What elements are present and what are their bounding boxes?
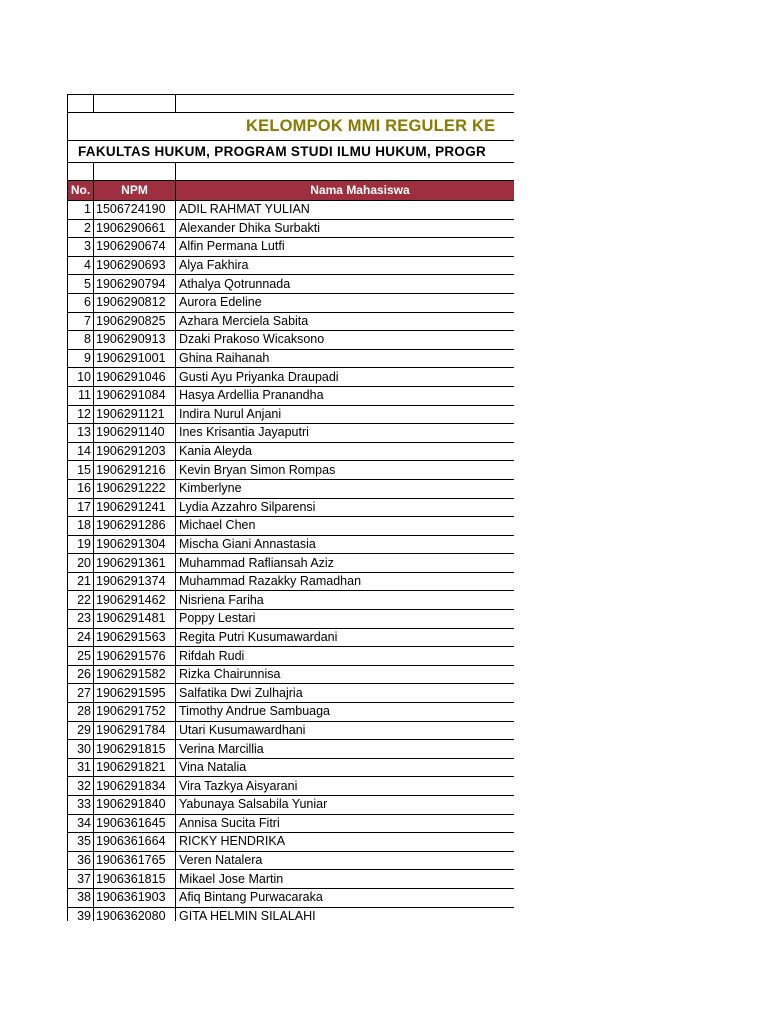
npm-cell: 1906291121 [94,405,176,424]
npm-cell: 1906291216 [94,461,176,480]
table-row [68,758,515,777]
row-number-cell: 29 [68,721,94,740]
row-number-cell: 36 [68,851,94,870]
npm-cell: 1906291840 [94,796,176,815]
table-row [68,219,515,238]
student-name-cell: Kevin Bryan Simon Rompas [176,461,515,480]
empty-cell [94,95,176,113]
npm-cell: 1906291784 [94,721,176,740]
student-group-table [67,94,514,921]
table-row [68,740,515,759]
student-name-cell: Utari Kusumawardhani [176,721,515,740]
table-body [68,95,515,922]
npm-cell: 1906291203 [94,442,176,461]
row-number-cell: 35 [68,833,94,852]
table-row [68,256,515,275]
student-name-cell: Nisriena Fariha [176,591,515,610]
table-row [68,628,515,647]
table-row [68,647,515,666]
row-number-cell: 5 [68,275,94,294]
npm-cell: 1906291576 [94,647,176,666]
student-name-cell: Rifdah Rudi [176,647,515,666]
row-number-cell: 30 [68,740,94,759]
student-name-cell: Kania Aleyda [176,442,515,461]
student-name-cell: GITA HELMIN SILALAHI [176,907,515,921]
header-no: No. [68,181,94,201]
table-row [68,888,515,907]
npm-cell: 1906291821 [94,758,176,777]
npm-cell: 1906291563 [94,628,176,647]
student-name-cell: Lydia Azzahro Silparensi [176,498,515,517]
row-number-cell: 8 [68,331,94,350]
table-row [68,201,515,220]
row-number-cell: 7 [68,312,94,331]
empty-cell [68,163,94,181]
table-row [68,535,515,554]
npm-cell: 1906361903 [94,888,176,907]
table-row [68,275,515,294]
table-row [68,312,515,331]
table-row [68,331,515,350]
header-row [68,181,515,201]
student-name-cell: Rizka Chairunnisa [176,665,515,684]
empty-cell [94,163,176,181]
student-name-cell: Poppy Lestari [176,610,515,629]
table-row [68,349,515,368]
row-number-cell: 33 [68,796,94,815]
row-number-cell: 11 [68,386,94,405]
npm-cell: 1906290913 [94,331,176,350]
student-name-cell: Ines Krisantia Jayaputri [176,424,515,443]
table-row [68,665,515,684]
npm-cell: 1906291481 [94,610,176,629]
student-name-cell: Annisa Sucita Fitri [176,814,515,833]
table-row [68,424,515,443]
student-name-cell: Afiq Bintang Purwacaraka [176,888,515,907]
table-row [68,442,515,461]
row-number-cell: 1 [68,201,94,220]
npm-cell: 1906291001 [94,349,176,368]
row-number-cell: 19 [68,535,94,554]
student-name-cell: Alya Fakhira [176,256,515,275]
student-name-cell: Ghina Raihanah [176,349,515,368]
row-number-cell: 24 [68,628,94,647]
npm-cell: 1906291462 [94,591,176,610]
header-nama: Nama Mahasiswa [176,181,515,201]
npm-cell: 1906290693 [94,256,176,275]
sheet-title: KELOMPOK MMI REGULER KE [68,113,515,141]
npm-cell: 1906361645 [94,814,176,833]
npm-cell: 1906290794 [94,275,176,294]
table-row [68,777,515,796]
table-row [68,517,515,536]
table-row [68,814,515,833]
table-row [68,591,515,610]
spreadsheet-page [67,94,514,921]
table-row [68,461,515,480]
npm-cell: 1906291595 [94,684,176,703]
table-row [68,479,515,498]
table-row [68,238,515,257]
row-number-cell: 16 [68,479,94,498]
npm-cell: 1906290825 [94,312,176,331]
table-row [68,703,515,722]
table-row [68,386,515,405]
row-number-cell: 9 [68,349,94,368]
table-row [68,554,515,573]
student-name-cell: Aurora Edeline [176,293,515,312]
table-row [68,721,515,740]
row-number-cell: 10 [68,368,94,387]
student-name-cell: Azhara Merciela Sabita [176,312,515,331]
empty-cell [176,95,515,113]
npm-cell: 1906291582 [94,665,176,684]
npm-cell: 1906291815 [94,740,176,759]
student-name-cell: Muhammad Razakky Ramadhan [176,572,515,591]
student-name-cell: Muhammad Rafliansah Aziz [176,554,515,573]
row-number-cell: 4 [68,256,94,275]
row-number-cell: 25 [68,647,94,666]
npm-cell: 1906361664 [94,833,176,852]
npm-cell: 1906290674 [94,238,176,257]
table-row [68,498,515,517]
npm-cell: 1906291286 [94,517,176,536]
row-number-cell: 37 [68,870,94,889]
student-name-cell: Alfin Permana Lutfi [176,238,515,257]
row-number-cell: 26 [68,665,94,684]
npm-cell: 1906291241 [94,498,176,517]
table-row [68,851,515,870]
npm-cell: 1906361765 [94,851,176,870]
npm-cell: 1906361815 [94,870,176,889]
empty-cell [68,95,94,113]
subtitle-row [68,141,515,163]
student-name-cell: Yabunaya Salsabila Yuniar [176,796,515,815]
npm-cell: 1906290812 [94,293,176,312]
npm-cell: 1906291222 [94,479,176,498]
student-name-cell: Veren Natalera [176,851,515,870]
student-name-cell: Michael Chen [176,517,515,536]
student-name-cell: Athalya Qotrunnada [176,275,515,294]
header-npm: NPM [94,181,176,201]
student-name-cell: Indira Nurul Anjani [176,405,515,424]
npm-cell: 1906291834 [94,777,176,796]
student-name-cell: Vina Natalia [176,758,515,777]
title-row [68,113,515,141]
table-row [68,293,515,312]
blank-row [68,95,515,113]
student-name-cell: Vira Tazkya Aisyarani [176,777,515,796]
table-row [68,405,515,424]
table-row [68,796,515,815]
row-number-cell: 34 [68,814,94,833]
row-number-cell: 23 [68,610,94,629]
student-name-cell: Regita Putri Kusumawardani [176,628,515,647]
row-number-cell: 2 [68,219,94,238]
row-number-cell: 27 [68,684,94,703]
student-name-cell: Hasya Ardellia Pranandha [176,386,515,405]
student-name-cell: Kimberlyne [176,479,515,498]
table-row [68,610,515,629]
table-row [68,833,515,852]
row-number-cell: 18 [68,517,94,536]
student-name-cell: Gusti Ayu Priyanka Draupadi [176,368,515,387]
npm-cell: 1906291361 [94,554,176,573]
row-number-cell: 28 [68,703,94,722]
empty-cell [176,163,515,181]
student-name-cell: Verina Marcillia [176,740,515,759]
row-number-cell: 39 [68,907,94,921]
npm-cell: 1906291084 [94,386,176,405]
npm-cell: 1906291046 [94,368,176,387]
npm-cell: 1906290661 [94,219,176,238]
table-row [68,870,515,889]
student-name-cell: RICKY HENDRIKA [176,833,515,852]
row-number-cell: 31 [68,758,94,777]
npm-cell: 1906291140 [94,424,176,443]
row-number-cell: 22 [68,591,94,610]
row-number-cell: 15 [68,461,94,480]
npm-cell: 1906291374 [94,572,176,591]
student-name-cell: Timothy Andrue Sambuaga [176,703,515,722]
row-number-cell: 38 [68,888,94,907]
row-number-cell: 21 [68,572,94,591]
row-number-cell: 6 [68,293,94,312]
table-row [68,684,515,703]
row-number-cell: 3 [68,238,94,257]
row-number-cell: 32 [68,777,94,796]
row-number-cell: 13 [68,424,94,443]
blank-row [68,163,515,181]
row-number-cell: 12 [68,405,94,424]
npm-cell: 1906362080 [94,907,176,921]
npm-cell: 1906291304 [94,535,176,554]
row-number-cell: 14 [68,442,94,461]
student-name-cell: ADIL RAHMAT YULIAN [176,201,515,220]
npm-cell: 1506724190 [94,201,176,220]
row-number-cell: 20 [68,554,94,573]
student-name-cell: Salfatika Dwi Zulhajria [176,684,515,703]
student-name-cell: Alexander Dhika Surbakti [176,219,515,238]
table-row [68,368,515,387]
npm-cell: 1906291752 [94,703,176,722]
student-name-cell: Dzaki Prakoso Wicaksono [176,331,515,350]
student-name-cell: Mikael Jose Martin [176,870,515,889]
row-number-cell: 17 [68,498,94,517]
student-name-cell: Mischa Giani Annastasia [176,535,515,554]
sheet-subtitle: FAKULTAS HUKUM, PROGRAM STUDI ILMU HUKUM, PROGR [68,141,515,163]
table-row [68,572,515,591]
table-row [68,907,515,921]
